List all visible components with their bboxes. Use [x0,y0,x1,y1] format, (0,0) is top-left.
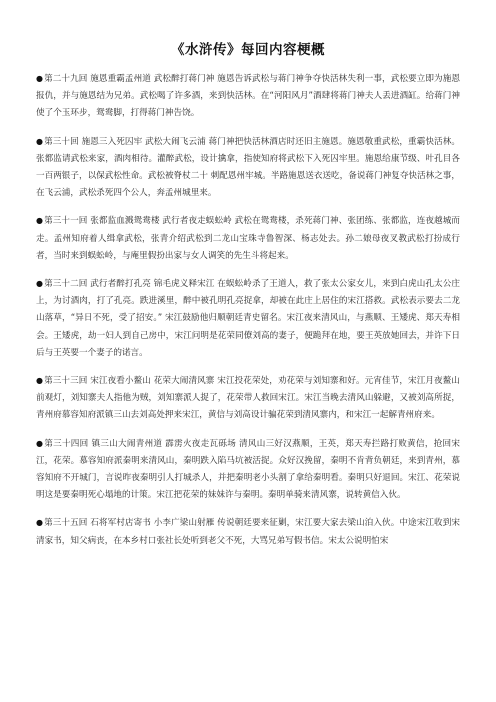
chapter-text: 第三十二回 武行者醉打孔亮 锦毛虎义释宋江 在蜈蚣岭杀了王道人，救了张太公家女儿，来到白虎山孔太公庄上，为讨酒肉，打了孔亮。跌进溪里，醉中被孔明孔亮捉拿，却被在此庄上居住的宋江搭救。武松表示要去二龙山落草，“异日不死，受了招安。” 宋江鼓励他归顺朝廷青史留名。宋江夜来清风山，与燕顺、王矮虎、郑天寿相会。王矮虎，劫一妇人到自己房中，宋江问明是花荣同僚刘高的妻子，便跪拜在地，要王英放她回去，并许下日后与王英要一个妻子的诺言。 [36,279,460,358]
bullet-icon: ● [36,74,43,83]
bullet-icon: ● [36,438,43,448]
chapter-text: 第三十三回 宋江夜看小鳌山 花荣大闹清风寨 宋江投花荣处，劝花荣与刘知寨和好。元宵佳节，宋江月夜鳌山前观灯，刘知寨夫人指他为贼，刘知寨派人捉了，花荣带人救回宋江。宋江当晚去清风山躲避，又被刘高所捉，青州府慕容知府派镇三山去刘高处押来宋江，黄信与刘高设计骗花荣到清风寨内，和宋江一起解青州府来。 [36,376,460,421]
chapter-text: 第三十四回 镇三山大闹青州道 霹雳火夜走瓦砾场 清风山三好汉燕顺，王英，郑天寿拦路打败黄信，抢回宋江，花荣。慕容知府派秦明来清风山，秦明跌入陷马坑被活捉。众好汉挽留，秦明不肯背负朝廷，来到青州，慕容知府不开城门，言说昨夜秦明引人打城杀人，并把秦明老小头割了拿给秦明看。秦明只好退回。宋江、花荣说明这是要秦明死心塌地的计策。宋江把花荣的妹妹许与秦明。秦明单骑来清风寨，说转黄信入伙。 [36,438,460,501]
chapter-summary-31 [36,212,460,265]
bullet-icon: ● [36,279,43,289]
chapter-text: 第三十五回 石将军村店寄书 小李广梁山射雁 传说朝廷要来征剿，宋江要大家去梁山泊入伙。中途宋江收到宋清家书，知父病丧，在本乡村口张社长处听到老父不死，大骂兄弟写假书信。宋太公说明怕宋 [36,518,460,546]
chapter-summary-34 [36,435,460,505]
bullet-icon: ● [36,216,43,226]
bullet-icon: ● [36,518,43,528]
document-page [36,38,460,560]
chapter-summary-29 [36,70,460,123]
chapter-text: 第三十回 施恩三入死囚牢 武松大闹飞云浦 蒋门神把快活林酒店时还旧主施恩。施恩敬重武松，重霸快活林。张都监请武松来家，酒肉相待。灌醉武松，设计擒拿，指使知府将武松下入死囚牢里。施恩给康节级、叶孔目各一百两银子，以保武松性命。武松被脊杖二十 刺配恩州牢城。半路施恩送衣送吃，备说蒋门神复夺快活林之事，在飞云浦，武松杀死四个公人，奔孟州城里来。 [36,136,460,199]
chapter-text: 第三十一回 张都监血溅鸳鸯楼 武行者夜走蜈蚣岭 武松在鸳鸯楼，杀死蒋门神、张团练、张都监，连夜越城而走。孟州知府着人缉拿武松，张青介绍武松到二龙山宝珠寺鲁智深、杨志处去。孙二娘母夜叉教武松打扮成行者，当时来到蜈蚣岭，与庵里假扮出家与女人调笑的先生斗将起来。 [36,216,460,261]
chapter-summary-35 [36,514,460,549]
chapter-summary-32 [36,275,460,362]
chapter-summary-30 [36,133,460,203]
chapter-summary-33 [36,372,460,425]
bullet-icon: ● [36,376,43,386]
chapter-text: 第二十九回 施恩重霸孟州道 武松醉打蒋门神 施恩告诉武松与蒋门神争夺快活林失利一事，武松要立即为施恩报仇，并与施恩结为兄弟。武松喝了许多酒，来到快活林。在“河阳风月”酒肆将蒋门神夫人丢进酒缸。给蒋门神使了个玉环步，鸳鸯脚，打得蒋门神告饶。 [36,74,460,119]
bullet-icon: ● [36,136,43,146]
document-title: 《水浒传》每回内容梗概 [171,42,325,58]
